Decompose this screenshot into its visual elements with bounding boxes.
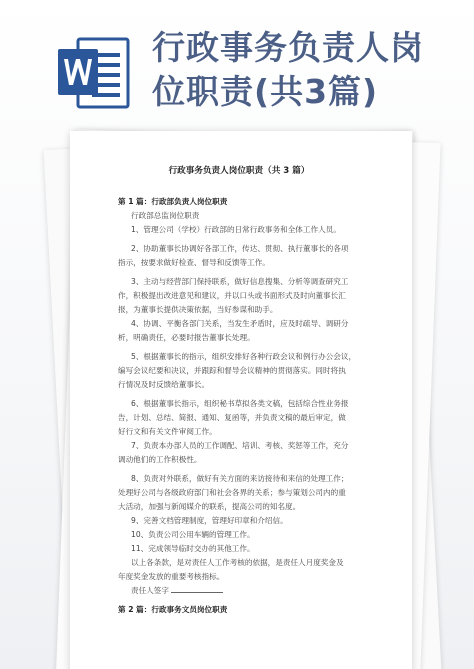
document-title: 行政事务负责人岗位职责（共 3 篇） xyxy=(168,166,310,176)
headline-line-1: 行政事务负责人岗 xyxy=(152,28,424,67)
paragraph-line: 调动他们的工作积极性。 xyxy=(118,455,202,464)
section-heading: 第 1 篇：行政部负责人岗位职责 xyxy=(118,197,228,206)
paragraph-line: 2、协助董事长协调好各部工作，传达、贯彻、执行董事长的各项 xyxy=(131,244,349,253)
paragraph-line: 9、完善文档管理制度，管理好印章和介绍信。 xyxy=(131,516,288,525)
paragraph-line: 大活动，加强与新闻媒介的联系，提高公司的知名度。 xyxy=(118,502,301,511)
paragraph-line: 报，为董事长提供决策依据，当好参谋和助手。 xyxy=(118,305,278,314)
paragraph-line: 析，明确责任，必要时报告董事长处理。 xyxy=(118,333,255,342)
signature-label: 责任人签字 xyxy=(131,586,169,595)
word-document-icon xyxy=(58,35,130,111)
paragraph-line: 告，计划、总结、简报、通知、复函等，并负责文稿的最后审定，做 xyxy=(118,413,346,422)
signature-blank xyxy=(171,584,223,593)
headline-line-2: 位职责(共3篇) xyxy=(152,72,379,111)
paragraph-line: 年度奖金发放的重要考核指标。 xyxy=(118,572,225,581)
paragraph-line: 行政部总监岗位职责 xyxy=(131,211,200,220)
paragraph-line: 好行文和有关文件审阅工作。 xyxy=(118,427,217,436)
paragraph-line: 处理好公司与各级政府部门和社会各界的关系；参与策划公司内的重 xyxy=(118,488,346,497)
signature-line xyxy=(118,584,388,598)
paragraph-line: 11、完成领导临时交办的其他工作。 xyxy=(131,544,255,553)
paragraph-line: 8、负责对外联系，做好有关方面的来访接待和来信的处理工作； xyxy=(131,474,349,483)
paragraph-line: 编写会议纪要和决议，并跟踪和督导会议精神的贯彻落实。同时将执 xyxy=(118,366,346,375)
page-headline xyxy=(152,26,452,114)
paragraph-line: 指示，按要求做好检查、督导和反馈等工作。 xyxy=(118,258,270,267)
paragraph-line: 以上各条款，是对责任人工作考核的依据，是责任人月度奖金及 xyxy=(131,558,344,567)
paragraph-line: 4、协调、平衡各部门关系，当发生矛盾时，应及时疏导、调研分 xyxy=(131,319,349,328)
paragraph-line: 5、根据董事长的指示，组织安排好各种行政会议和例行办公会议， xyxy=(131,352,357,361)
document-page xyxy=(70,131,412,669)
paragraph-line: 3、主动与经营部门保持联系，做好信息搜集、分析等调查研究工 xyxy=(131,277,349,286)
paragraph-line: 6、根据董事长指示，组织秘书草拟各类文稿，包括综合性业务报 xyxy=(131,399,349,408)
paragraph-line: 作，积极提出改进意见和建议，并以口头或书面形式及时向董事长汇 xyxy=(118,291,346,300)
paragraph-line: 7、负责本办部人员的工作调配、培训、考核、奖惩等工作，充分 xyxy=(131,441,349,450)
section-heading: 第 2 篇：行政事务文员岗位职责 xyxy=(118,605,228,614)
paragraph-line: 行情况及时反馈给董事长。 xyxy=(118,380,210,389)
paragraph-line: 1、管理公司（学校）行政部的日常行政事务和全体工作人员。 xyxy=(131,225,341,234)
paragraph-line: 10、负责公司公用车辆的管理工作。 xyxy=(131,530,255,539)
